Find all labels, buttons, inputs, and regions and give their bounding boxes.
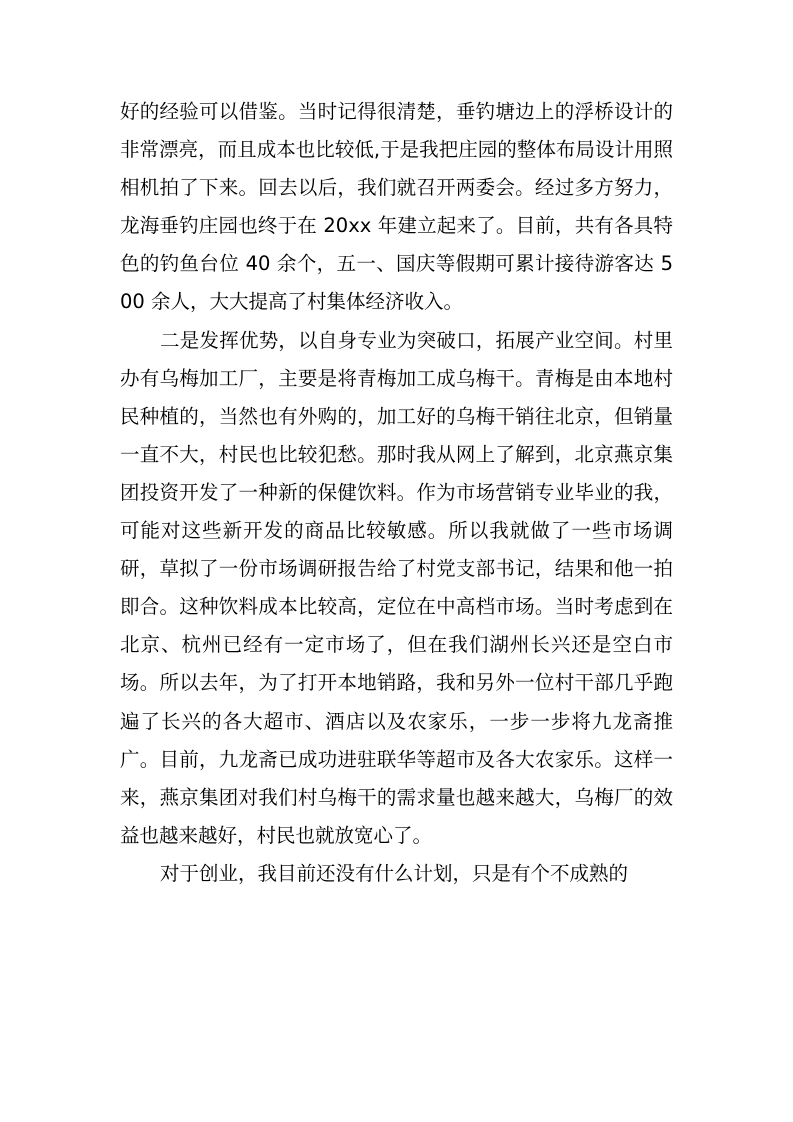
paragraph-3: 对于创业，我目前还没有什么计划，只是有个不成熟的 [160, 861, 629, 885]
body-text [120, 93, 673, 893]
paragraph-2: 二是发挥优势，以自身专业为突破口，拓展产业空间。村里办有乌梅加工厂，主要是将青梅加工成乌梅干。青梅是由本地村民种植的，当然也有外购的，加工好的乌梅干销往北京，但销量一直不大，村民也比较犯愁。那时我从网上了解到，北京燕京集团投资开发了一种新的保健饮料。作为市场营销专业毕业的我，可能对这些新开发的商品比较敏感。所以我就做了一些市场调研，草拟了一份市场调研报告给了村党支部书记，结果和他一拍即合。这种饮料成本比较高，定位在中高档市场。当时考虑到在北京、杭州已经有一定市场了，但在我们湖州长兴还是空白市场。所以去年，为了打开本地销路，我和另外一位村干部几乎跑遍了长兴的各大超市、酒店以及农家乐，一步一步将九龙斋推广。目前，九龙斋已成功进驻联华等超市及各大农家乐。这样一来，燕京集团对我们村乌梅干的需求量也越来越大，乌梅厂的效益也越来越好，村民也就放宽心了。 [120, 328, 673, 847]
paragraph-1: 好的经验可以借鉴。当时记得很清楚，垂钓塘边上的浮桥设计的非常漂亮，而且成本也比较低,于是我把庄园的整体布局设计用照相机拍了下来。回去以后，我们就召开两委会。经过多方努力，龙海垂钓庄园也终于在 20xx 年建立起来了。目前，共有各具特色的钓鱼台位 40 余个，五一、国庆等假期可累计接待游客达 500 余人，大大提高了村集体经济收入。 [120, 100, 673, 314]
